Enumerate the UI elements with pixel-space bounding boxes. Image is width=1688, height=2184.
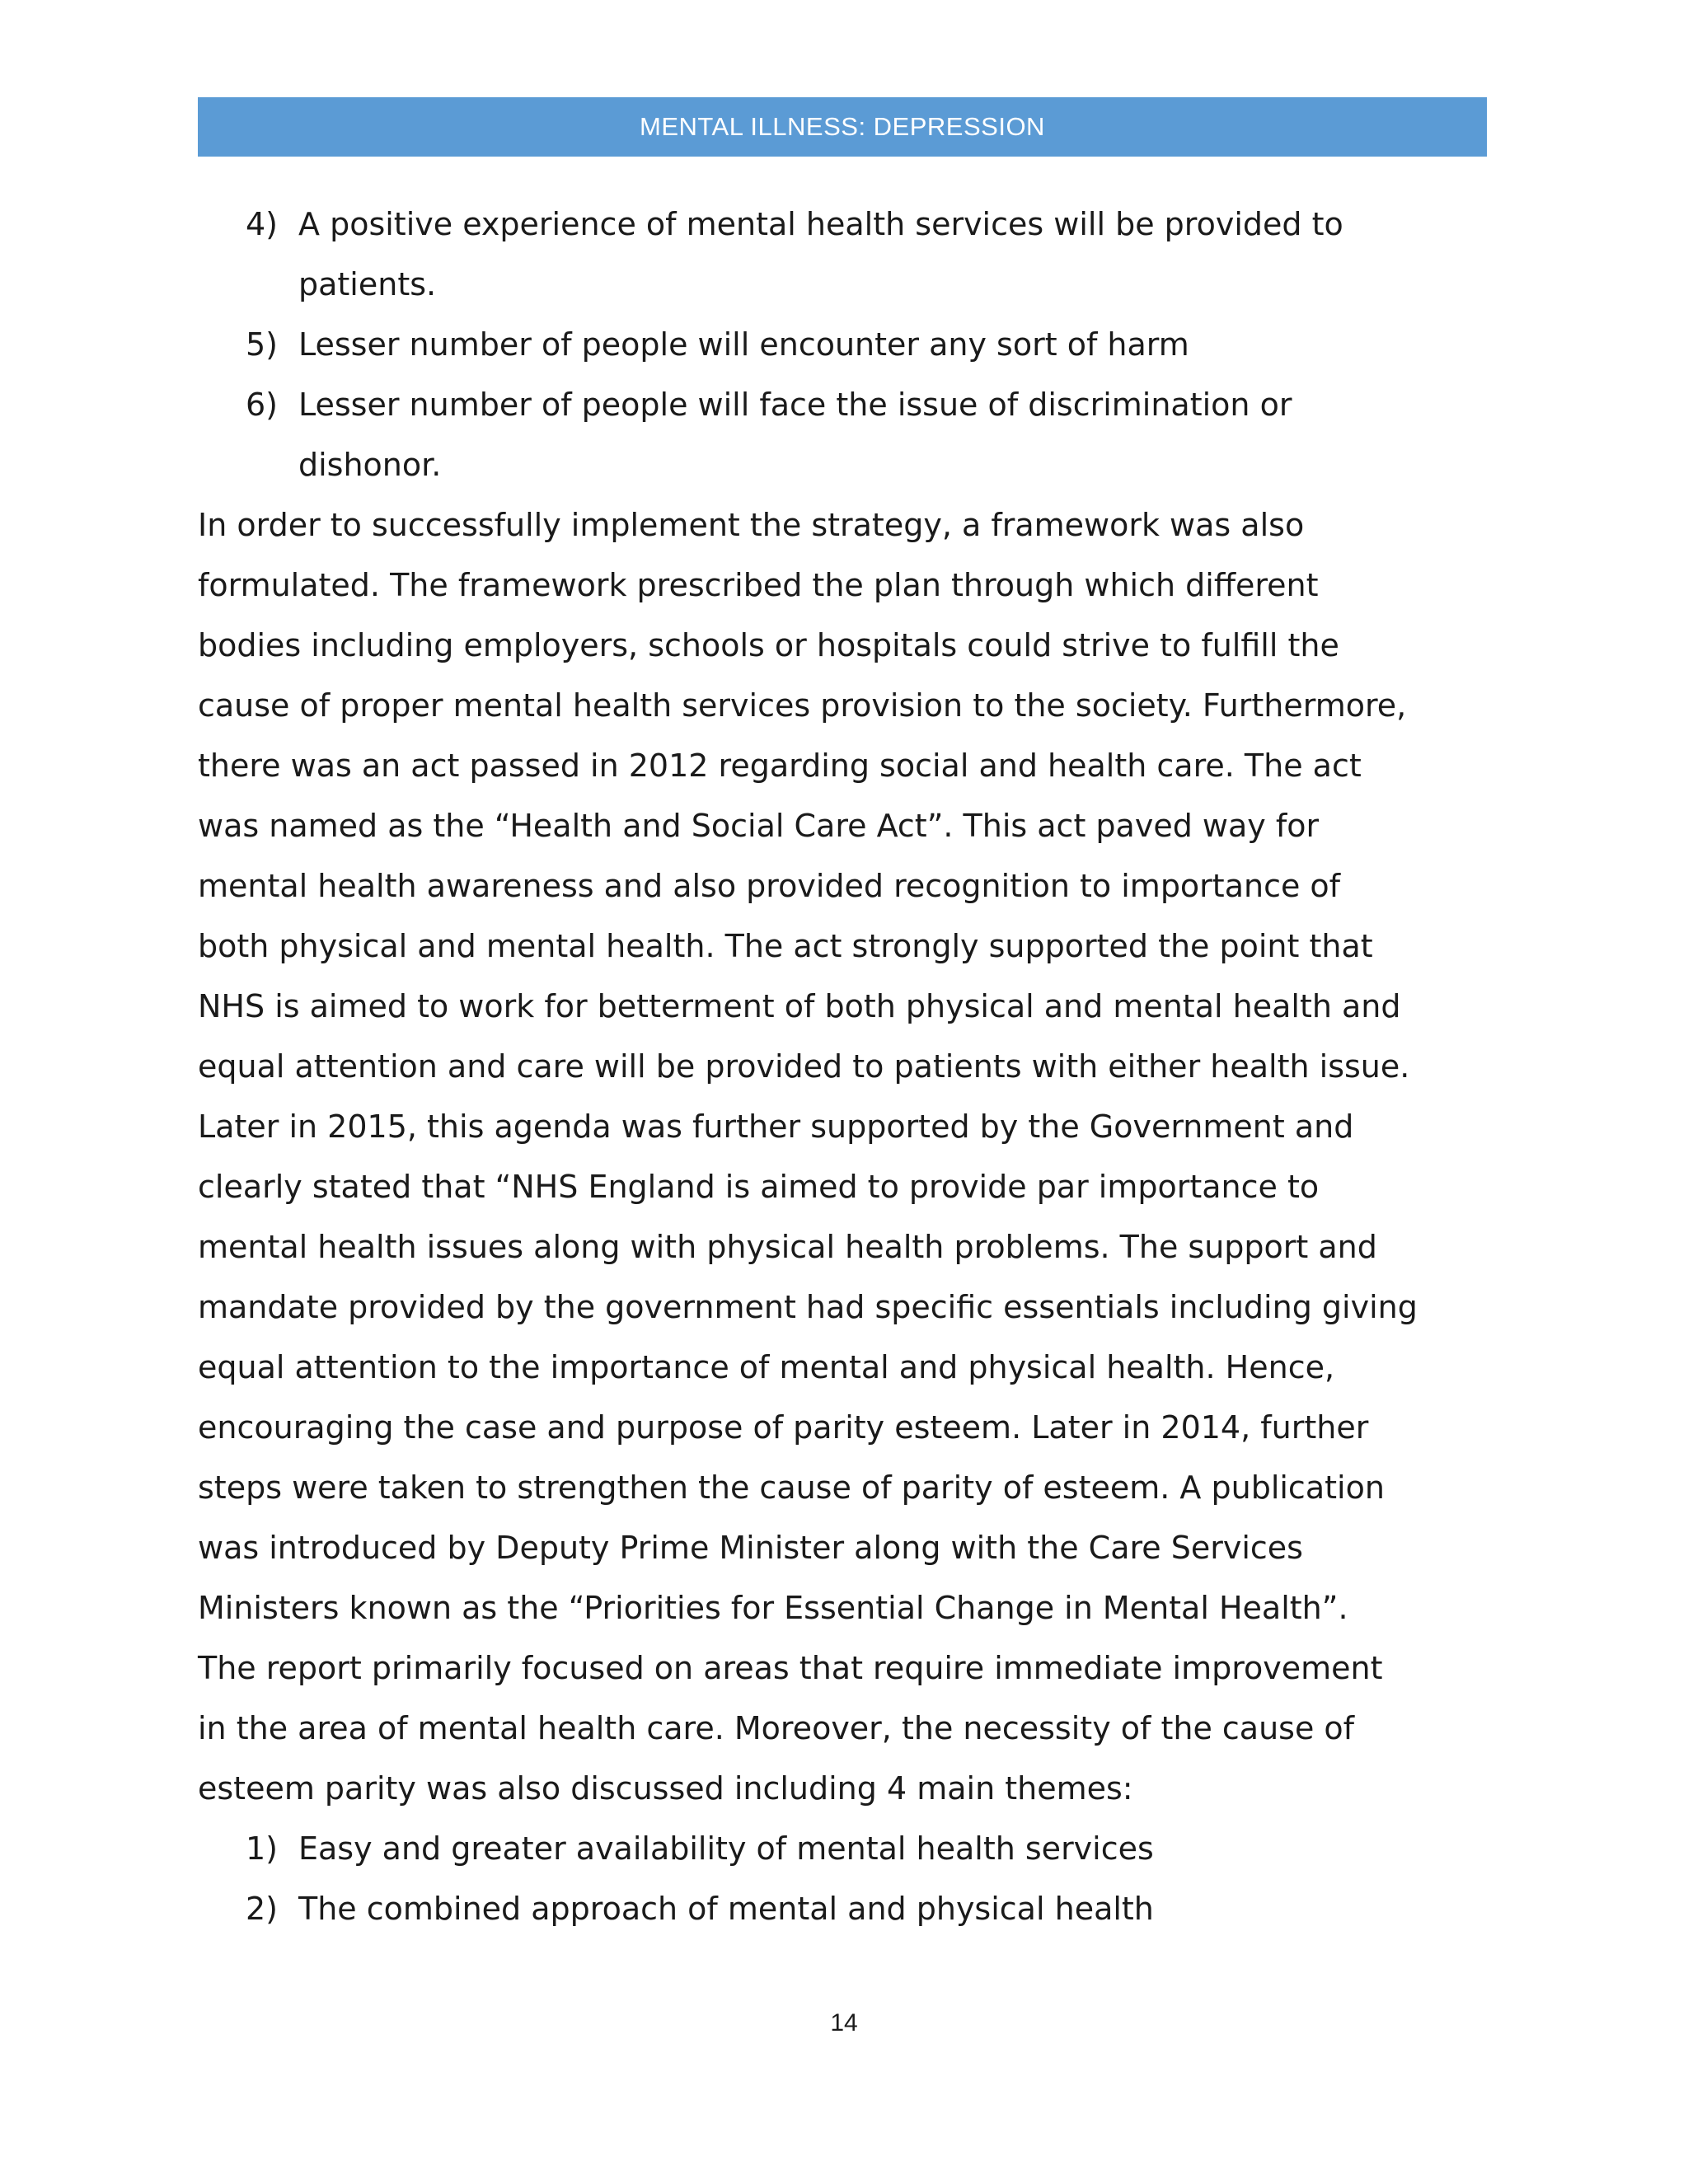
numbered-list-top [198, 194, 1500, 495]
page-number: 14 [830, 2009, 858, 2036]
list-item-text: Lesser number of people will encounter any sort of harm [298, 326, 1189, 363]
header-title: MENTAL ILLNESS: DEPRESSION [640, 112, 1045, 141]
numbered-list-bottom [198, 1819, 1500, 1939]
list-item [198, 194, 1500, 315]
list-item-number: 6) [246, 387, 279, 423]
list-item-number: 5) [246, 326, 279, 363]
list-item [198, 1819, 1500, 1879]
list-item-number: 1) [246, 1830, 279, 1867]
list-item-number: 2) [246, 1891, 279, 1927]
list-item-text: A positive experience of mental health services will be provided to patients. [298, 206, 1343, 302]
list-item [198, 1879, 1500, 1939]
body-paragraph: In order to successfully implement the strategy, a framework was also formulated. The framework prescribed the plan through which different bodies including employers, schools or hospitals could strive to fulfill the cause of proper mental health services provision to the society. Furthermore, there was an act passed in 2012 regarding social and health care. The act was named as the “Health and Social Care Act”. This act paved way for mental health awareness and also provided recognition to importance of both physical and mental health. The act strongly supported the point that NHS is aimed to work for betterment of both physical and mental health and equal attention and care will be provided to patients with either health issue. Later in 2015, this agenda was further supported by the Government and clearly stated that “NHS England is aimed to provide par importance to mental health issues along with physical health problems. The support and mandate provided by the government had specific essentials including giving equal attention to the importance of mental and physical health. Hence, encouraging the case and purpose of parity esteem. Later in 2014, further steps were taken to strengthen the cause of parity of esteem. A publication was introduced by Deputy Prime Minister along with the Care Services Ministers known as the “Priorities for Essential Change in Mental Health”. The report primarily focused on areas that require immediate improvement in the area of mental health care. Moreover, the necessity of the cause of esteem parity was also discussed including 4 main themes: [198, 507, 1418, 1807]
list-item [198, 375, 1500, 495]
list-item-number: 4) [246, 206, 279, 242]
page-content [198, 194, 1500, 1939]
list-item-text: Lesser number of people will face the issue of discrimination or dishonor. [298, 387, 1292, 483]
list-item-text: The combined approach of mental and physical health [298, 1891, 1154, 1927]
list-item [198, 315, 1500, 375]
list-item-text: Easy and greater availability of mental health services [298, 1830, 1154, 1867]
running-header [198, 97, 1487, 157]
